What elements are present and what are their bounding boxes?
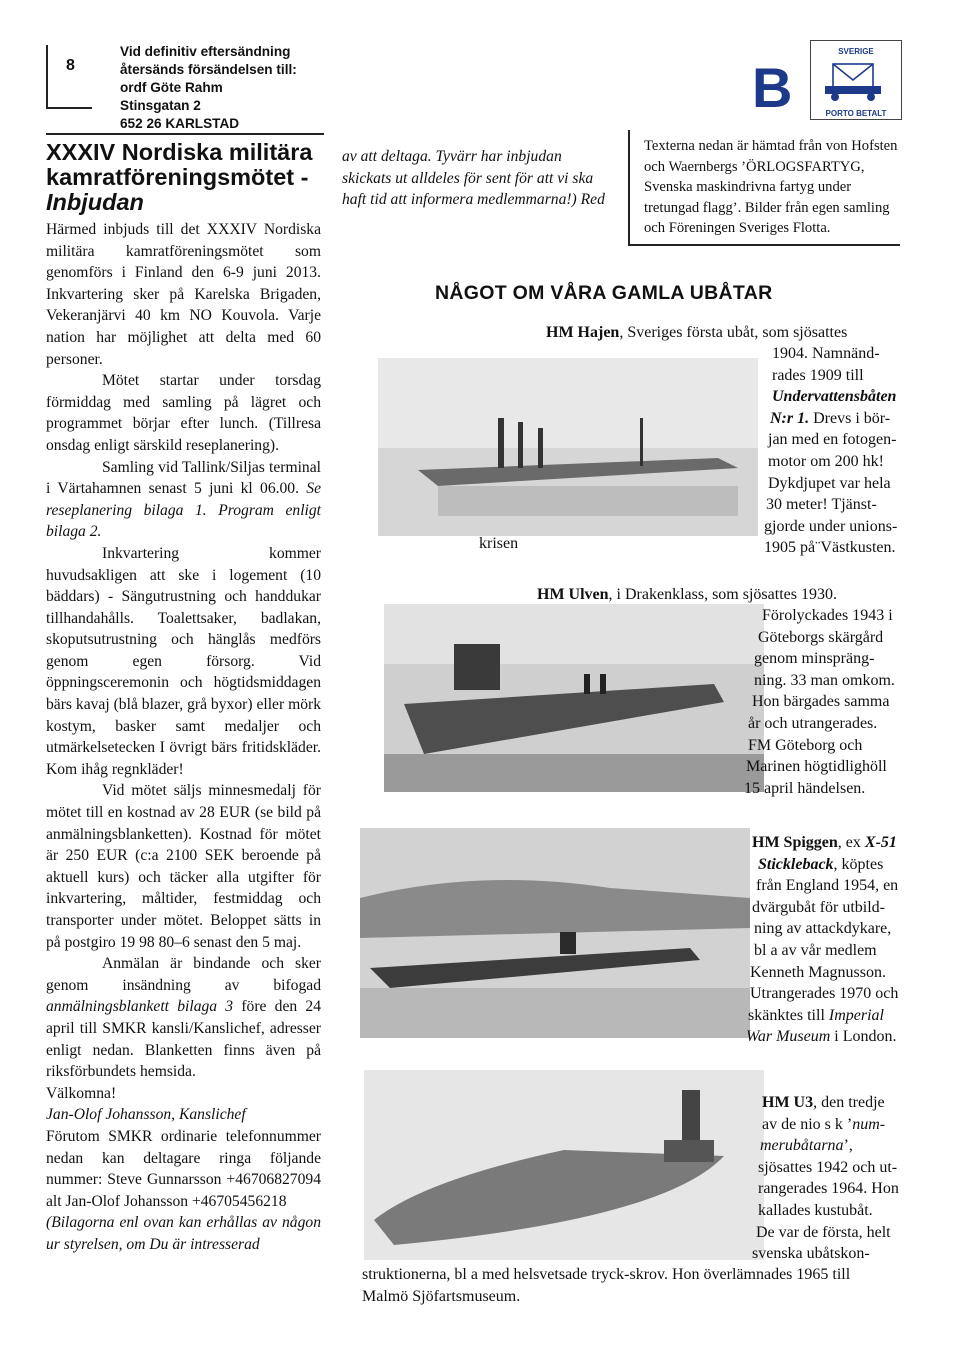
ulven-line: genom minspräng- (754, 650, 875, 668)
stamp-porto-text: PORTO BETALT (825, 109, 887, 118)
spiggen-line: ning av attackdykare, (754, 920, 892, 938)
ulven-name: HM Ulven (537, 586, 609, 603)
u3-numerubatarna: merubåtarna (760, 1137, 844, 1155)
ulven-text (740, 605, 930, 799)
hajen-lead-text: , Sveriges första ubåt, som sjösattes (619, 324, 848, 341)
hajen-line: 1904. Namnänd- (772, 345, 880, 362)
spiggen-line: , köptes (833, 855, 884, 873)
porto-betalt-stamp (810, 40, 902, 120)
u3-tail (362, 1264, 942, 1307)
spiggen-line: Kenneth Magnusson. (750, 963, 886, 981)
spiggen-stickleback: Stickleback (758, 855, 834, 873)
ulven-line: ning. 33 man omkom. (754, 671, 895, 689)
u3-line: av de nio s k ’ (762, 1115, 853, 1133)
postal-truck-icon (811, 56, 901, 104)
u3-line: rangerades 1964. Hon (758, 1180, 899, 1198)
hajen-text (752, 343, 922, 559)
hajen-line: 30 meter! Tjänst- (766, 496, 877, 514)
page-number-box (46, 45, 92, 109)
u3-line: struktionerna, bl a med helsvetsade tryck-skrov. Hon överlämnades 1965 till (362, 1266, 851, 1283)
assembly-text: Samling vid Tallink/Siljas terminal i Värtahamnen senast 5 juni kl 06.00. (46, 458, 321, 498)
spiggen-line: från England 1954, en (756, 877, 899, 895)
hajen-nr1: N:r 1. (770, 409, 810, 427)
article-body (46, 219, 321, 1256)
intro-box-text: Texterna nedan är hämtad från von Hofsten och Waernbergs ’ÖRLOGSFARTYG, Svenska maskindrivna fartyg under tretungad flagg’. Bilder från egen samling och Föreningen Sveriges Flotta. (644, 138, 898, 237)
hajen-krisen: krisen (479, 535, 519, 552)
return-address-line: Vid definitiv eftersändning (120, 44, 291, 59)
signature: Jan-Olof Johansson, Kanslichef (46, 1106, 246, 1124)
spiggen-line: i London. (830, 1028, 897, 1046)
submarine-hajen-image (378, 358, 758, 536)
submarine-ulven-image (384, 604, 764, 792)
hajen-line: motor om 200 hk! (768, 452, 884, 470)
article-title (46, 140, 331, 215)
u3-line: sjösattes 1942 och ut- (758, 1158, 898, 1176)
title-line: XXXIV Nordiska militära (46, 139, 313, 165)
ulven-photo (384, 604, 764, 792)
return-address (120, 43, 297, 133)
return-address-line: återsänds försändelsen till: (120, 62, 297, 77)
spiggen-line: bl a av vår medlem (754, 941, 877, 959)
u3-photo (364, 1070, 764, 1260)
spiggen-ex: , ex (837, 834, 865, 851)
page-number: 8 (66, 57, 75, 74)
hajen-line: jan med en fotogen- (768, 431, 897, 449)
title-line: kamratföreningsmötet - (46, 164, 309, 190)
spiggen-war-museum: War Museum (746, 1028, 831, 1046)
ulven-line: Göteborgs skärgård (758, 628, 884, 646)
article-paragraph (46, 953, 321, 1083)
article-paragraph: (Bilagorna enl ovan kan erhållas av någon ur styrelsen, om Du är intresserad (46, 1214, 321, 1253)
continuation-text: av att deltaga. Tyvärr har inbjudan skickats ut alldeles för sent för att vi ska haft tid att informera medlemmarna!) Red (342, 148, 605, 209)
hajen-line: rades 1909 till (772, 366, 864, 384)
stamp-country: SVERIGE (838, 47, 874, 56)
postage-b-logo (752, 58, 794, 118)
ulven-line: Hon bärgades samma (752, 693, 890, 711)
article-paragraph: Vid mötet säljs minnesmedalj för mötet till en kostnad av 28 EUR (se bild på anmälningsblanketten). Kostnad för mötet är 250 EUR (c:a 2100 SEK beroende på aktuell kurs) och täcker alla utgifter för inkvartering, måltider, festmiddag och transporter under mötet. Beloppet sätts in på postgiro 19 98 80–6 senast den 5 maj. (46, 782, 321, 951)
u3-line: De var de första, helt (756, 1223, 891, 1241)
return-address-line: Stinsgatan 2 (120, 98, 201, 113)
article-paragraph: Mötet startar under torsdag förmiddag med samling på lägret och programmet börjar efter lunch. (Tillresa onsdag enligt särskild reseplanering). (46, 372, 321, 454)
ulven-line: år och utrangerades. (748, 714, 878, 732)
welcome-text: Välkomna! (46, 1084, 117, 1102)
spiggen-imperial: Imperial (828, 1006, 884, 1024)
hajen-name: HM Hajen (546, 324, 620, 341)
spiggen-line: skänktes till (748, 1006, 829, 1024)
article-paragraph: Inkvartering kommer huvudsakligen att ske i logement (10 bäddars) - Sängutrustning och handdukar tillhandahålls. Toalettsaker, badlakan, skoputsutrustning och hänglås medförs genom egen försorg. Vid öppningsceremonin och högtidsmiddagen bärs kavaj (blå blazer, grå byxor) eller mörk kostym, basker samt medaljer och utmärkelsetecken I övrigt bärs fritidskläder. Kom ihåg regnkläder! (46, 544, 321, 778)
article-paragraph: Härmed inbjuds till det XXXIV Nordiska militära kamratföreningsmötet som genomförs i Finland den 6-9 juni 2013. Inkvartering sker på Karelska Brigaden, Vekeranjärvi 40 km NO Kouvola. Varje nation har möjlighet att delta med 60 personer. (46, 221, 321, 368)
return-address-line: 652 26 KARLSTAD (120, 116, 240, 131)
u3-name: HM U3 (762, 1094, 814, 1111)
hajen-line: Undervattensbåten (772, 388, 897, 406)
hajen-line: Drevs i bör- (809, 409, 891, 427)
article-paragraph: Förutom SMKR ordinarie telefonnummer nedan kan deltagare ringa följande nummer: Steve Gunnarsson +46706827094 alt Jan-Olof Johansson +46705456218 (46, 1127, 321, 1210)
intro-box-rule (628, 130, 630, 246)
ulven-line: Marinen högtidlighöll (746, 758, 887, 776)
ulven-lead (537, 584, 837, 606)
u3-line: Malmö Sjöfartsmuseum. (362, 1287, 521, 1305)
hajen-photo (378, 358, 758, 536)
u3-numeru: num- (852, 1115, 886, 1133)
u3-line: , den tredje (813, 1094, 885, 1111)
ulven-line: FM Göteborg och (748, 736, 863, 754)
ulven-line: 15 april händelsen. (744, 779, 866, 797)
article-continuation (342, 146, 614, 211)
postage-b-letter: B (752, 56, 793, 119)
ulven-lead-text: , i Drakenklass, som sjösattes 1930. (608, 586, 837, 603)
u3-line: kallades kustubåt. (758, 1201, 873, 1219)
submarine-spiggen-image (360, 828, 750, 1038)
registration-text-tail: före den 24 april till SMKR kansli/Kanslichef, adresser enligt nedan. Blanketten finns även på riksförbundets hemsida. (46, 998, 321, 1081)
spiggen-text (746, 832, 936, 1048)
spiggen-photo (360, 828, 750, 1038)
form-ref: anmälningsblankett bilaga 3 (46, 998, 234, 1016)
hajen-line: Dykdjupet var hela (768, 474, 891, 492)
u3-line: svenska ubåtskon- (752, 1245, 870, 1263)
spiggen-line: Utrangerades 1970 och (750, 985, 899, 1003)
hajen-line: 1905 på¨Västkusten. (764, 539, 896, 557)
article-top-rule (46, 133, 324, 135)
spiggen-line: dvärgubåt för utbild- (752, 898, 886, 916)
hajen-line: gjorde under unions- (764, 517, 898, 535)
spiggen-x51: X-51 (864, 834, 897, 851)
submarine-u3-image (364, 1070, 764, 1260)
attachment-ref: Se reseplanering bilaga 1. Program enligt bilaga 2. (46, 480, 321, 541)
u3-line: ’, (843, 1137, 853, 1155)
u3-text (748, 1092, 938, 1265)
intro-box-bottom-rule (628, 244, 900, 246)
section-title: NÅGOT OM VÅRA GAMLA UBÅTAR (435, 282, 773, 304)
return-address-line: ordf Göte Rahm (120, 80, 223, 95)
spiggen-name: HM Spiggen (752, 834, 838, 851)
hajen-lead (546, 322, 847, 344)
ulven-line: Förolyckades 1943 i (762, 607, 893, 624)
article-paragraph (46, 457, 321, 543)
registration-text: Anmälan är bindande och sker genom insändning av bifogad (46, 955, 321, 994)
title-line-inbjudan: Inbjudan (46, 189, 144, 215)
